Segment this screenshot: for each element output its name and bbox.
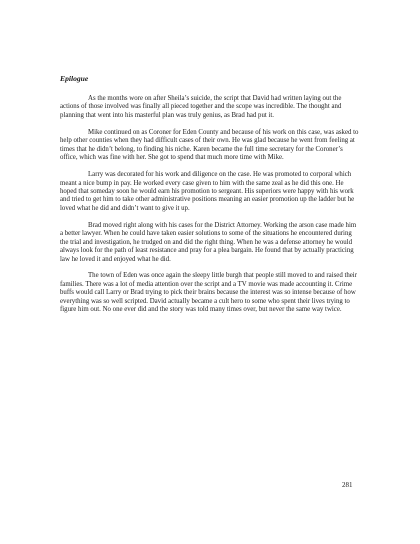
paragraph-brad-attorney: Brad moved right along with his cases for the District Attorney. Working the arson case made him a better lawyer. When he could have taken easier solutions to some of the situations he encountered during the trial and investigation, he trudged on and did the right thing. When he was a defense attorney he would always look for the path of least resistance and pray for a plea bargain. He found that by actually practicing law he loved it and enjoyed what he did. <box>60 221 357 263</box>
page-number: 281 <box>342 481 353 489</box>
chapter-heading: Epilogue <box>60 74 89 83</box>
paragraph-larry-promotion: Larry was decorated for his work and diligence on the case. He was promoted to corporal which meant a nice bump in pay. He worked every case given to him with the same zeal as he did this one. He hoped that someday soon he would earn his promotion to sergeant. His superiors were happy with his work and tried to get him to take other administrative positions meaning an easier promotion up the ladder but he loved what he did and didn’t want to give it up. <box>60 171 355 212</box>
paragraph-town-of-eden: The town of Eden was once again the sleepy little burgh that people still moved to and raised their families. There was a lot of media attention over the script and a TV movie was made accounting it. Crime buffs would call Larry or Brad trying to pick their brains because the interest was so intense because of how everything was so well scripted. David actually became a cult hero to some who spent their lives trying to figure him out. No one ever did and the story was told many times over, but never the same way twice. <box>60 272 357 314</box>
body-text <box>60 95 360 323</box>
paragraph-sheila-suicide: As the months wore on after Sheila’s suicide, the script that David had written laying out the actions of those involved was finally all pieced together and the scope was incredible. The thought and planning that went into his masterful plan was truly genius, as Brad had put it. <box>60 95 342 119</box>
paragraph-mike-coroner: Mike continued on as Coroner for Eden County and because of his work on this case, was asked to help other counties when they had difficult cases of their own. He was glad because he went from feeling at times that he didn’t belong, to finding his niche. Karen became the full time secretary for the Coroner’s office, which was fine with her. She got to spend that much more time with Mike. <box>60 128 359 162</box>
